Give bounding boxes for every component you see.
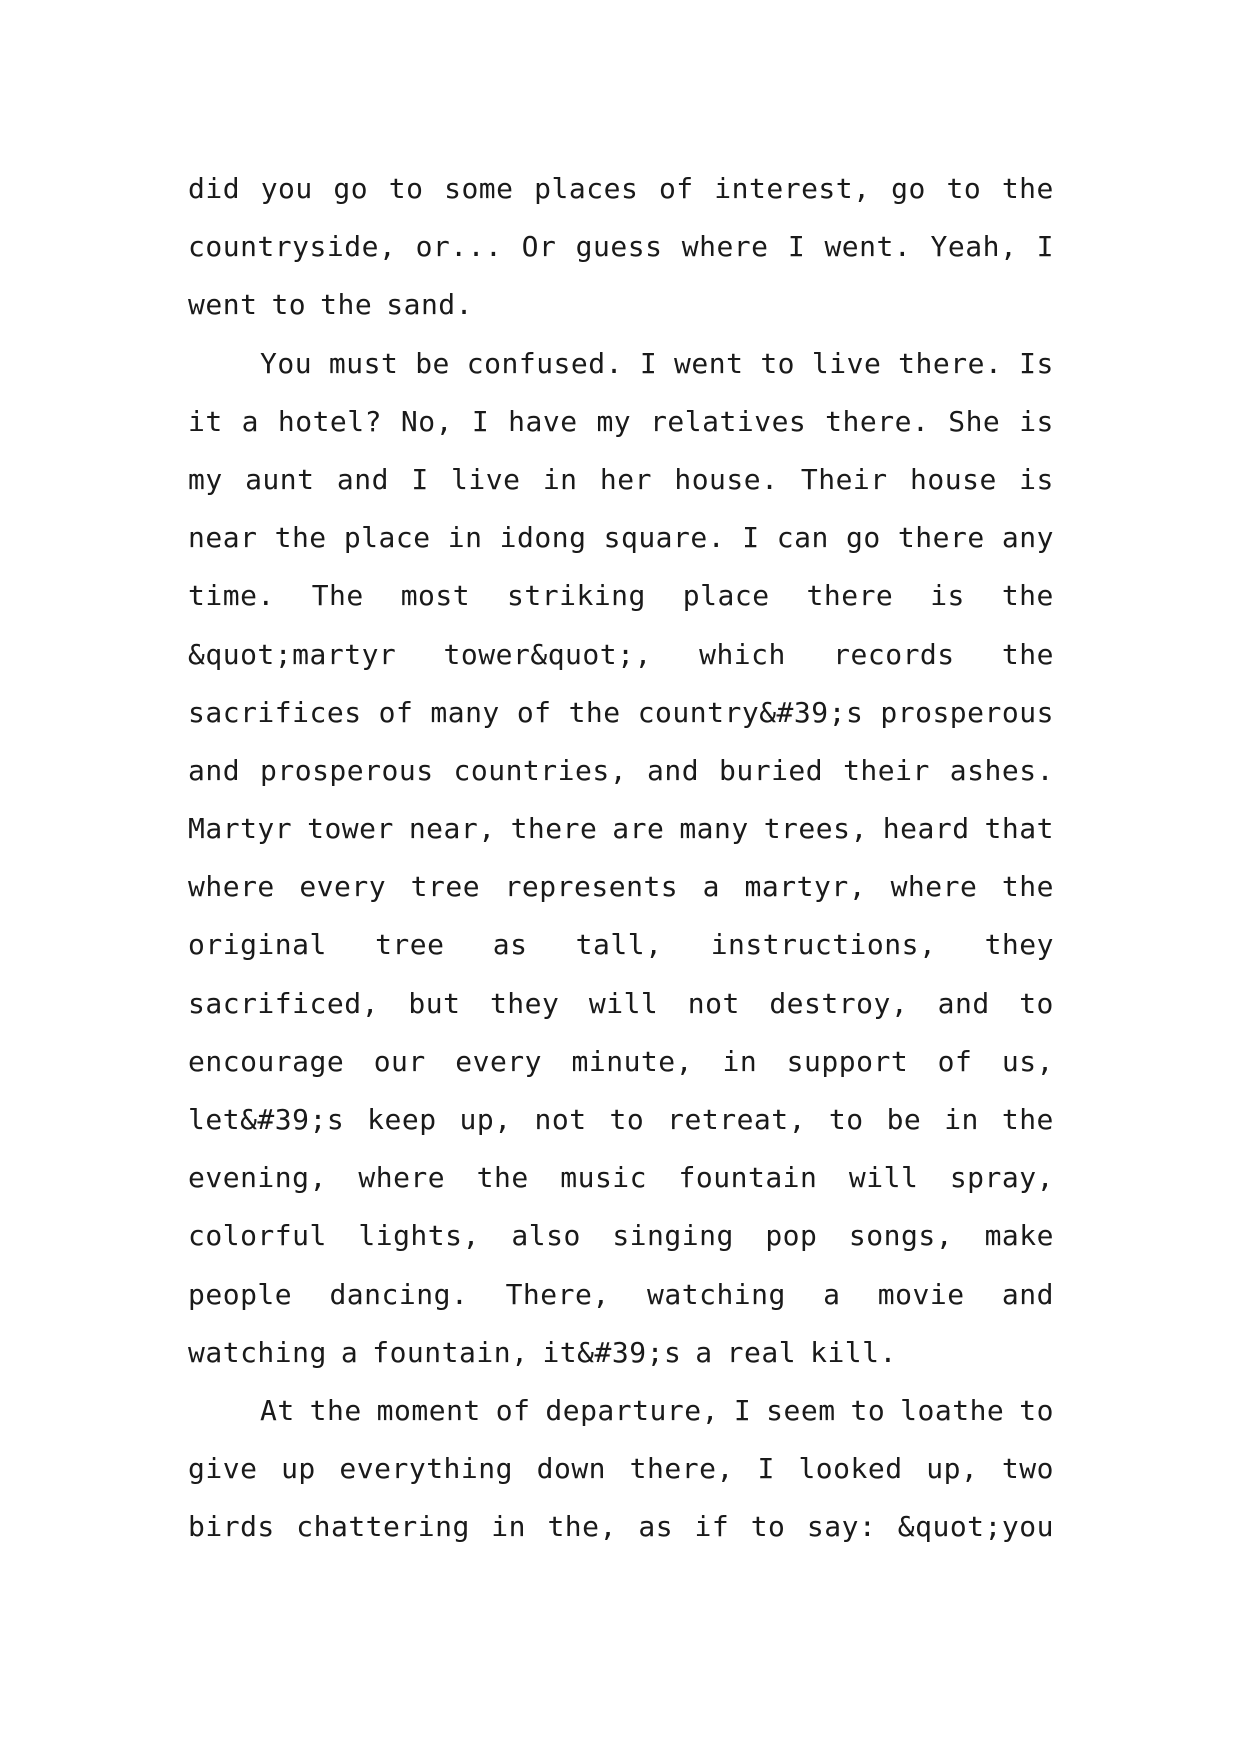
word: many [430, 695, 500, 729]
word: every [455, 1044, 543, 1078]
word: you [260, 172, 313, 205]
text-line [188, 1498, 1054, 1556]
word: say: [806, 1510, 877, 1544]
word: they [489, 986, 560, 1020]
word: ashes. [949, 753, 1054, 787]
word: dancing. [329, 1277, 469, 1311]
word: house. [674, 462, 779, 496]
word: as [638, 1510, 674, 1544]
word: any [1001, 521, 1054, 555]
word: the [568, 695, 621, 729]
word: to [946, 172, 982, 205]
word: in [944, 1103, 979, 1136]
word: people [188, 1277, 293, 1311]
word: it [188, 404, 223, 438]
text-line [188, 393, 1054, 451]
text-line [188, 451, 1054, 509]
text-line [188, 916, 1054, 974]
word: there [806, 579, 894, 613]
word: time. [188, 579, 275, 613]
word: pop [765, 1219, 818, 1253]
word: of [937, 1044, 973, 1078]
word: There, [505, 1277, 610, 1311]
word: retreat, [667, 1103, 806, 1136]
word: &quot;martyr [188, 637, 397, 671]
word: minute, [571, 1044, 694, 1078]
text-line [188, 1382, 1054, 1440]
body-text [188, 160, 1054, 1557]
word: colorful [188, 1219, 327, 1253]
text-line [188, 626, 1054, 684]
word: to [609, 1103, 645, 1136]
word: I [1036, 230, 1054, 264]
word: are [612, 812, 665, 846]
text-line [188, 1324, 1054, 1382]
word: where [681, 230, 769, 264]
word: will [848, 1161, 919, 1195]
word: She [948, 404, 1001, 438]
word: prosperous [880, 695, 1054, 729]
word: Or [521, 230, 557, 264]
word: every [299, 870, 387, 904]
word: not [687, 986, 740, 1020]
word: birds [188, 1510, 275, 1544]
word: is [930, 579, 965, 613]
word: Yeah, [930, 230, 1018, 264]
word: and [647, 753, 700, 787]
word: of [378, 695, 414, 729]
word: moment [376, 1393, 481, 1427]
word: there. [898, 346, 1003, 380]
word: the [274, 521, 327, 555]
word: countries, [453, 753, 628, 787]
text-line [188, 509, 1054, 567]
text-line [188, 160, 1054, 218]
word: the [1001, 172, 1054, 205]
word: and [1001, 1277, 1054, 1311]
word: spray, [949, 1161, 1054, 1195]
text-line [188, 1033, 1054, 1091]
word: a [695, 1335, 713, 1369]
word: the [320, 288, 373, 322]
word: tree [375, 928, 445, 962]
word: countryside, [188, 230, 397, 264]
word: hotel? [277, 404, 383, 438]
word: is [1019, 462, 1054, 496]
text-line [188, 1266, 1054, 1324]
word: go [846, 521, 881, 555]
word: and [188, 753, 241, 787]
word: to [1019, 1393, 1054, 1427]
word: where [890, 870, 978, 904]
word: evening, [188, 1161, 327, 1195]
word: but [408, 986, 461, 1020]
word: up [281, 1452, 316, 1486]
word: where [188, 870, 275, 904]
word: if [694, 1510, 730, 1544]
word: I [787, 230, 806, 264]
word: the [1001, 870, 1054, 904]
word: of [516, 695, 552, 729]
word: the [309, 1393, 362, 1427]
word: Their [800, 462, 888, 496]
word: the [1001, 579, 1054, 613]
word: prosperous [260, 753, 434, 787]
word: relatives [650, 404, 807, 438]
word: many [679, 812, 749, 846]
word: live [811, 346, 882, 380]
word: sacrificed, [188, 986, 379, 1020]
word: real [726, 1335, 797, 1369]
word: up, [459, 1103, 512, 1136]
word: tall, [575, 928, 663, 962]
word: my [596, 404, 632, 438]
word: our [373, 1044, 426, 1078]
word: to [388, 172, 424, 205]
word: tower [307, 812, 394, 846]
word: sand. [386, 288, 474, 322]
word: departure, [545, 1393, 719, 1427]
word: up, [926, 1452, 979, 1486]
word: I [639, 346, 658, 380]
word: which [699, 637, 786, 671]
word: buried [719, 753, 824, 787]
word: went. [824, 230, 912, 264]
text-line [188, 218, 1054, 276]
word: You [260, 346, 313, 380]
word: will [588, 986, 659, 1020]
word: to [760, 346, 796, 380]
text-line [188, 1149, 1054, 1207]
word: in [542, 462, 578, 496]
text-line [188, 858, 1054, 916]
word: a [823, 1277, 841, 1311]
word: lights, [358, 1219, 480, 1253]
text-line [188, 684, 1054, 742]
text-line [188, 276, 1054, 334]
word: went [674, 346, 744, 380]
word: The [311, 579, 364, 613]
word: I [471, 404, 490, 438]
word: to [1019, 986, 1054, 1020]
word: loathe [900, 1393, 1005, 1427]
word: everything [339, 1452, 513, 1486]
word: where [358, 1161, 446, 1195]
word: that [984, 812, 1054, 846]
word: seem [766, 1393, 836, 1427]
word: destroy, [769, 986, 909, 1020]
word: the [1001, 1103, 1054, 1136]
word: Is [1019, 346, 1054, 380]
word: be [886, 1103, 922, 1136]
word: places [534, 172, 639, 205]
word: also [511, 1219, 581, 1253]
word: they [984, 928, 1054, 962]
word: to [850, 1393, 886, 1427]
word: trees, [763, 812, 868, 846]
word: instructions, [710, 928, 937, 962]
word: near, [408, 812, 496, 846]
word: a [241, 404, 259, 438]
word: go [891, 172, 926, 205]
word: her [599, 462, 652, 496]
word: country&#39;s [637, 695, 864, 729]
word: the, [547, 1510, 617, 1544]
word: kill. [810, 1335, 897, 1369]
word: interest, [714, 172, 871, 205]
text-line [188, 975, 1054, 1033]
word: and [336, 462, 389, 496]
word: of [495, 1393, 531, 1427]
word: watching [188, 1335, 327, 1369]
word: fountain, [372, 1335, 529, 1369]
word: place [343, 521, 431, 555]
word: is [1019, 404, 1054, 438]
word: encourage [188, 1044, 345, 1078]
word: did [188, 172, 241, 205]
word: my [188, 462, 223, 496]
word: near [188, 521, 258, 555]
word: tree [410, 870, 481, 904]
word: be [415, 346, 450, 380]
word: represents [504, 870, 679, 904]
word: have [508, 404, 578, 438]
word: I [733, 1393, 752, 1427]
word: the [476, 1161, 529, 1195]
word: as [492, 928, 528, 962]
text-line [188, 335, 1054, 393]
word: live [451, 462, 521, 496]
word: No, [400, 404, 453, 438]
word: and [937, 986, 990, 1020]
word: place [682, 579, 770, 613]
word: movie [877, 1277, 965, 1311]
word: original [188, 928, 327, 962]
word: there. [825, 404, 930, 438]
word: singing [612, 1219, 734, 1253]
word: down [536, 1452, 607, 1486]
word: support [786, 1044, 909, 1078]
word: in [722, 1044, 758, 1078]
word: or... [415, 230, 503, 264]
word: two [1001, 1452, 1054, 1486]
word: chattering [296, 1510, 470, 1544]
word: martyr, [744, 870, 867, 904]
text-line [188, 1440, 1054, 1498]
text-line [188, 800, 1054, 858]
word: I [411, 462, 429, 496]
word: give [188, 1452, 258, 1486]
word: the [1001, 637, 1054, 671]
word: went [188, 288, 258, 322]
word: make [984, 1219, 1054, 1253]
word: idong [499, 521, 587, 555]
word: there [510, 812, 598, 846]
word: looked [798, 1452, 903, 1486]
word: songs, [848, 1219, 954, 1253]
word: to [271, 288, 307, 322]
word: house [910, 462, 997, 496]
word: striking [507, 579, 646, 613]
word: confused. [466, 346, 623, 380]
word: a [702, 870, 721, 904]
word: us, [1001, 1044, 1054, 1078]
word: some [444, 172, 514, 205]
word: music [560, 1161, 648, 1195]
word: go [333, 172, 369, 205]
word: can [776, 521, 829, 555]
word: to [828, 1103, 864, 1136]
word: sacrifices [188, 695, 362, 729]
word: heard [882, 812, 970, 846]
text-line [188, 1207, 1054, 1265]
word: in [491, 1510, 526, 1544]
word: I [757, 1452, 775, 1486]
text-line [188, 567, 1054, 625]
word: square. [603, 521, 726, 555]
word: aunt [245, 462, 315, 496]
word: &quot;you [897, 1510, 1054, 1544]
word: must [328, 346, 399, 380]
text-line [188, 1091, 1054, 1149]
word: in [447, 521, 483, 555]
word: guess [575, 230, 663, 264]
word: At [260, 1393, 295, 1427]
word: their [843, 753, 930, 787]
word: tower&quot;, [443, 637, 652, 671]
word: most [400, 579, 471, 613]
word: let&#39;s [188, 1103, 345, 1136]
word: of [658, 172, 694, 205]
word: there [897, 521, 985, 555]
word: fountain [678, 1161, 818, 1195]
word: watching [647, 1277, 786, 1311]
word: I [742, 521, 760, 555]
word: a [340, 1335, 359, 1369]
word: not [534, 1103, 587, 1136]
word: keep [367, 1103, 437, 1136]
word: records [833, 637, 955, 671]
text-line [188, 742, 1054, 800]
word: it&#39;s [542, 1335, 682, 1369]
word: there, [629, 1452, 734, 1486]
word: to [750, 1510, 786, 1544]
word: Martyr [188, 812, 293, 846]
